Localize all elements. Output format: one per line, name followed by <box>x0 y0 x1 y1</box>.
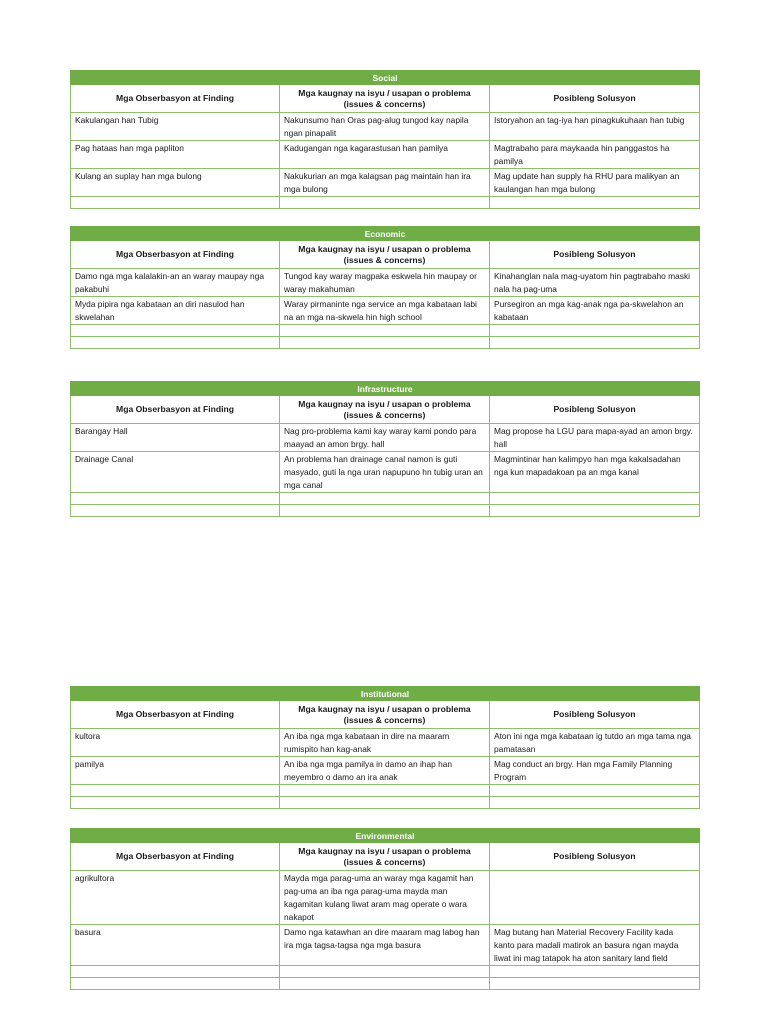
table-row <box>71 757 700 785</box>
column-header-solutions: Posibleng Solusyon <box>490 701 700 729</box>
issue-cell <box>280 493 490 505</box>
table-row-empty <box>71 797 700 809</box>
section-title: Environmental <box>71 829 700 843</box>
observation-cell <box>71 505 280 517</box>
table-row-empty <box>71 325 700 337</box>
observation-cell <box>71 325 280 337</box>
table-row <box>71 141 700 169</box>
issue-cell: An iba nga mga pamilya in damo an ihap han meyembro o damo an ira anak <box>280 757 490 785</box>
observation-cell <box>71 797 280 809</box>
table-row <box>71 871 700 925</box>
observation-cell <box>71 493 280 505</box>
table-row <box>71 113 700 141</box>
solution-cell: Magtrabaho para maykaada hin panggastos ha pamilya <box>490 141 700 169</box>
solution-cell <box>490 797 700 809</box>
table-row <box>71 297 700 325</box>
table-row <box>71 169 700 197</box>
observation-cell <box>71 978 280 990</box>
observation-cell: Damo nga mga kalalakin-an an waray maupay nga pakabuhi <box>71 269 280 297</box>
solution-cell: Magmintinar han kalimpyo han mga kakalsadahan nga kun mapadakoan pa an mga kanal <box>490 452 700 493</box>
table-row-empty <box>71 493 700 505</box>
observation-cell <box>71 197 280 209</box>
observation-cell: Drainage Canal <box>71 452 280 493</box>
solution-cell <box>490 325 700 337</box>
column-header-solutions: Posibleng Solusyon <box>490 396 700 424</box>
environmental-section <box>70 828 699 990</box>
column-header-solutions: Posibleng Solusyon <box>490 241 700 269</box>
solution-cell <box>490 493 700 505</box>
table-row <box>71 925 700 966</box>
column-header-issues: Mga kaugnay na isyu / usapan o problema (issues & concerns) <box>280 241 490 269</box>
infrastructure-table <box>70 381 700 517</box>
observation-cell <box>71 966 280 978</box>
column-header-observations: Mga Obserbasyon at Finding <box>71 843 280 871</box>
solution-cell: Aton ini nga mga kabataan ig tutdo an mga tama nga pamatasan <box>490 729 700 757</box>
table-row-empty <box>71 978 700 990</box>
observation-cell: pamilya <box>71 757 280 785</box>
column-header-issues: Mga kaugnay na isyu / usapan o problema (issues & concerns) <box>280 396 490 424</box>
observation-cell <box>71 785 280 797</box>
solution-cell: Mag update han supply ha RHU para malikyan an kaulangan han mga bulong <box>490 169 700 197</box>
observation-cell: basura <box>71 925 280 966</box>
issue-cell <box>280 797 490 809</box>
issue-cell: Waray pirmaninte nga service an mga kabataan labi na an mga na-skwela hin high school <box>280 297 490 325</box>
issue-cell <box>280 505 490 517</box>
institutional-table <box>70 686 700 809</box>
solution-cell <box>490 871 700 925</box>
issue-cell <box>280 785 490 797</box>
table-row <box>71 424 700 452</box>
solution-cell <box>490 505 700 517</box>
column-header-issues: Mga kaugnay na isyu / usapan o problema (issues & concerns) <box>280 701 490 729</box>
observation-cell: kultora <box>71 729 280 757</box>
solution-cell <box>490 337 700 349</box>
column-header-issues: Mga kaugnay na isyu / usapan o problema (issues & concerns) <box>280 843 490 871</box>
column-header-observations: Mga Obserbasyon at Finding <box>71 396 280 424</box>
issue-cell <box>280 337 490 349</box>
issue-cell: An iba nga mga kabataan in dire na maaram rumispito han kag-anak <box>280 729 490 757</box>
table-row-empty <box>71 966 700 978</box>
infrastructure-section <box>70 381 699 517</box>
table-row-empty <box>71 337 700 349</box>
solution-cell: Mag conduct an brgy. Han mga Family Planning Program <box>490 757 700 785</box>
observation-cell <box>71 337 280 349</box>
observation-cell: Kulang an suplay han mga bulong <box>71 169 280 197</box>
table-row-empty <box>71 197 700 209</box>
economic-table <box>70 226 700 349</box>
solution-cell <box>490 966 700 978</box>
issue-cell: Nakukurian an mga kalagsan pag maintain han ira mga bulong <box>280 169 490 197</box>
observation-cell: Myda pipira nga kabataan an diri nasulod han skwelahan <box>71 297 280 325</box>
social-section <box>70 70 699 209</box>
table-row <box>71 729 700 757</box>
section-title: Social <box>71 71 700 85</box>
solution-cell: Mag propose ha LGU para mapa-ayad an amon brgy. hall <box>490 424 700 452</box>
section-title: Institutional <box>71 687 700 701</box>
issue-cell: Damo nga katawhan an dire maaram mag labog han ira mga tagsa-tagsa nga mga basura <box>280 925 490 966</box>
solution-cell: Istoryahon an tag-iya han pinagkukuhaan han tubig <box>490 113 700 141</box>
table-row <box>71 452 700 493</box>
solution-cell <box>490 785 700 797</box>
table-row <box>71 269 700 297</box>
observation-cell: agrikultora <box>71 871 280 925</box>
section-title: Infrastructure <box>71 382 700 396</box>
column-header-observations: Mga Obserbasyon at Finding <box>71 241 280 269</box>
issue-cell <box>280 966 490 978</box>
social-table <box>70 70 700 209</box>
environmental-table <box>70 828 700 990</box>
column-header-solutions: Posibleng Solusyon <box>490 843 700 871</box>
issue-cell: Nag pro-problema kami kay waray kami pondo para maayad an amon brgy. hall <box>280 424 490 452</box>
economic-section <box>70 226 699 349</box>
observation-cell: Pag hataas han mga papliton <box>71 141 280 169</box>
table-row-empty <box>71 505 700 517</box>
issue-cell: Nakunsumo han Oras pag-alug tungod kay napila ngan pinapalit <box>280 113 490 141</box>
issue-cell: Kadugangan nga kagarastusan han pamilya <box>280 141 490 169</box>
institutional-section <box>70 686 699 809</box>
issue-cell: Tungod kay waray magpaka eskwela hin maupay or waray makahuman <box>280 269 490 297</box>
issue-cell <box>280 978 490 990</box>
observation-cell: Kakulangan han Tubig <box>71 113 280 141</box>
issue-cell <box>280 197 490 209</box>
solution-cell <box>490 978 700 990</box>
section-title: Economic <box>71 227 700 241</box>
issue-cell: An problema han drainage canal namon is guti masyado, guti la nga uran napupuno hn tubig uran an mga canal <box>280 452 490 493</box>
issue-cell: Mayda mga parag-uma an waray mga kagamit han pag-uma an iba nga parag-uma mayda man kagamitan kulang liwat aram mag operate o wara nakapot <box>280 871 490 925</box>
issue-cell <box>280 325 490 337</box>
solution-cell: Pursegiron an mga kag-anak nga pa-skwelahon an kabataan <box>490 297 700 325</box>
solution-cell: Kinahanglan nala mag-uyatom hin pagtrabaho maski nala ha pag-uma <box>490 269 700 297</box>
column-header-observations: Mga Obserbasyon at Finding <box>71 85 280 113</box>
solution-cell: Mag butang han Material Recovery Facility kada kanto para madali matirok an basura ngan mayda liwat ini mag tatapok ha aton sanitary land field <box>490 925 700 966</box>
column-header-observations: Mga Obserbasyon at Finding <box>71 701 280 729</box>
column-header-solutions: Posibleng Solusyon <box>490 85 700 113</box>
observation-cell: Barangay Hall <box>71 424 280 452</box>
table-row-empty <box>71 785 700 797</box>
column-header-issues: Mga kaugnay na isyu / usapan o problema (issues & concerns) <box>280 85 490 113</box>
solution-cell <box>490 197 700 209</box>
